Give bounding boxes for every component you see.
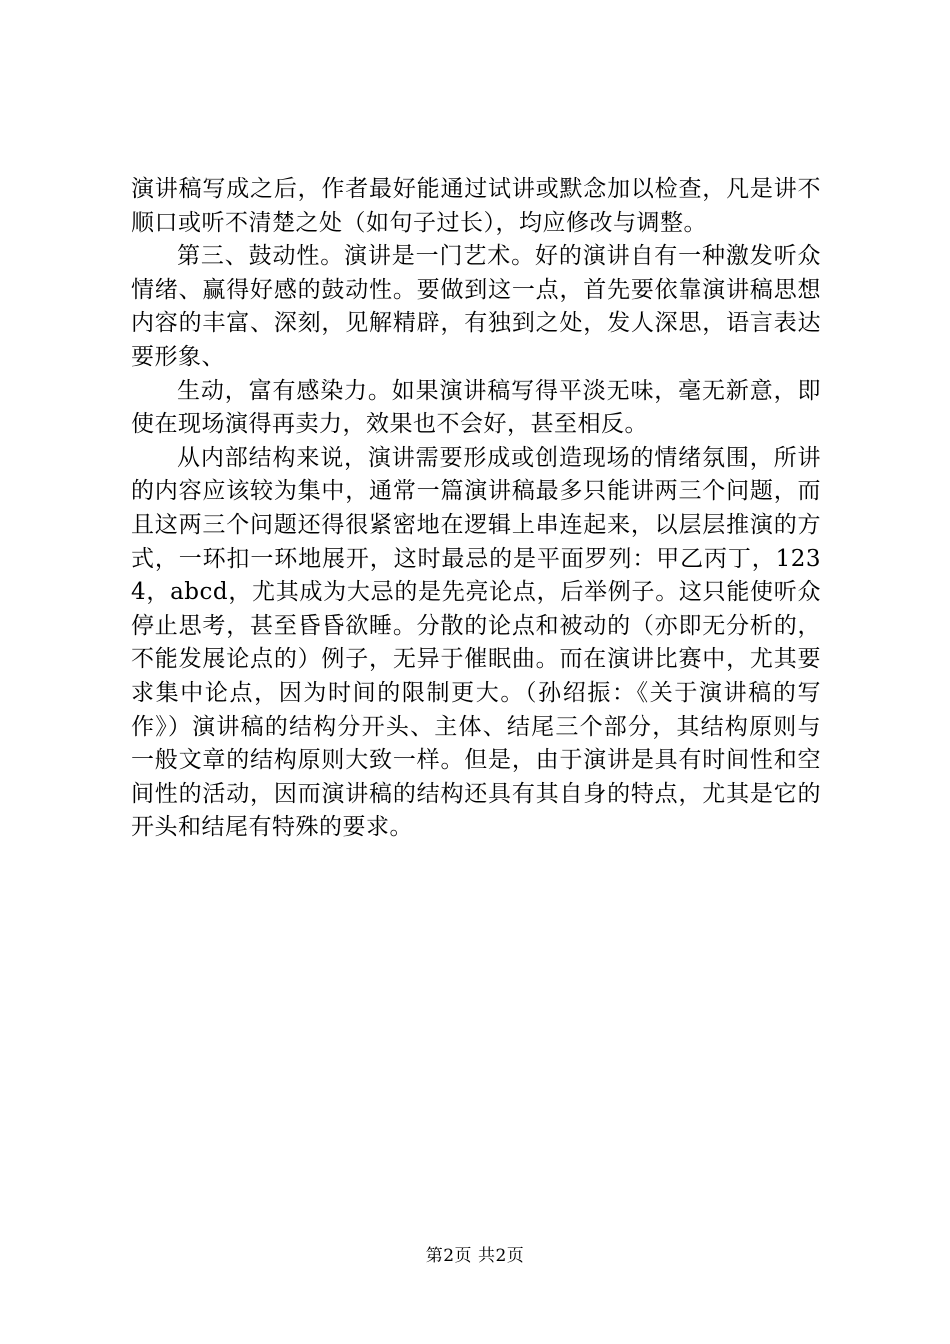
paragraph-4: 从内部结构来说，演讲需要形成或创造现场的情绪氛围，所讲的内容应该较为集中，通常一篇演讲稿最多只能讲两三个问题，而且这两三个问题还得很紧密地在逻辑上串连起来，以层层推演的方式，一环扣一环地展开，这时最忌的是平面罗列：甲乙丙丁，1234，abcd，尤其成为大忌的是先亮论点，后举例子。这只能使听众停止思考，甚至昏昏欲睡。分散的论点和被动的（亦即无分析的，不能发展论点的）例子，无异于催眠曲。而在演讲比赛中，尤其要求集中论点，因为时间的限制更大。（孙绍振：《关于演讲稿的写作》）演讲稿的结构分开头、主体、结尾三个部分，其结构原则与一般文章的结构原则大致一样。但是，由于演讲是具有时间性和空间性的活动，因而演讲稿的结构还具有其自身的特点，尤其是它的开头和结尾有特殊的要求。 bbox=[131, 444, 821, 841]
paragraph-1: 演讲稿写成之后，作者最好能通过试讲或默念加以检查，凡是讲不顺口或听不清楚之处（如句子过长），均应修改与调整。 bbox=[131, 176, 821, 236]
body-text bbox=[131, 173, 821, 845]
paragraph-3: 生动，富有感染力。如果演讲稿写得平淡无味，毫无新意，即使在现场演得再卖力，效果也不会好，甚至相反。 bbox=[131, 377, 821, 438]
paragraph-2: 第三、鼓动性。演讲是一门艺术。好的演讲自有一种激发听众情绪、赢得好感的鼓动性。要做到这一点，首先要依靠演讲稿思想内容的丰富、深刻，见解精辟，有独到之处，发人深思，语言表达要形象、 bbox=[131, 243, 821, 370]
page-footer: 第2页 共2页 bbox=[425, 1246, 525, 1266]
